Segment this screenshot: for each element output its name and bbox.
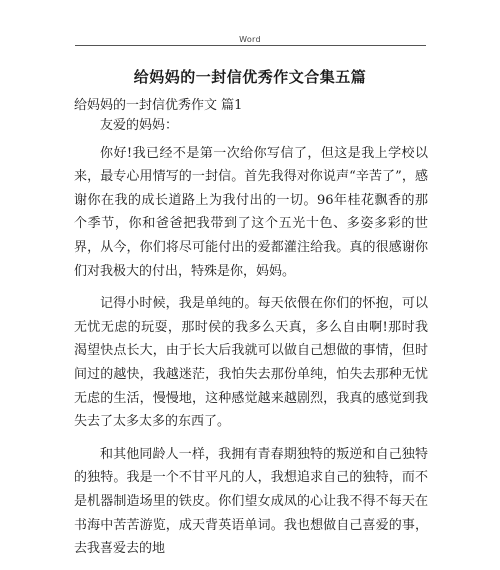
salutation-paragraph: 友爱的妈妈： (100, 118, 179, 133)
article-heading: 给妈妈的一封信优秀作文 篇1 (74, 98, 243, 113)
body-paragraph: 你好!我已经不是第一次给你写信了，但这是我上学校以来，最专心用情写的一封信。首先我得对你说声“辛苦了”，感谢你在我的成长道路上为我付出的一切。96年桂花飘香的那个季节，你和爸爸把我带到了这个五光十色、多姿多彩的世界，从今，你们将尽可能付出的爱都灌注给我。真的很感谢你们对我极大的付出，特殊是你，妈妈。 (74, 145, 428, 279)
header-divider (75, 45, 426, 46)
app-header-label: Word (239, 35, 261, 44)
body-paragraph: 和其他同龄人一样，我拥有青春期独特的叛逆和自己独特的独特。我是一个不甘平凡的人，我想追求自己的独特，而不是机器制造场里的铁皮。你们望女成凤的心让我不得不每天在书海中苦苦游览，成天背英语单词。我也想做自己喜爱的事，去我喜爱去的地 (74, 446, 428, 557)
document-body (74, 114, 428, 570)
body-paragraph: 记得小时候，我是单纯的。每天依偎在你们的怀抱，可以无忧无虑的玩耍，那时侯的我多么天真，多么自由啊!那时我渴望快点长大，由于长大后我就可以做自己想做的事情，但时间过的越快，我越迷茫，我怕失去那份单纯，怕失去那种无忧无虑的生活，慢慢地，这种感觉越来越剧烈，我真的感觉到我失去了太多太多的东西了。 (74, 296, 428, 430)
document-title: 给妈妈的一封信优秀作文合集五篇 (133, 68, 367, 86)
